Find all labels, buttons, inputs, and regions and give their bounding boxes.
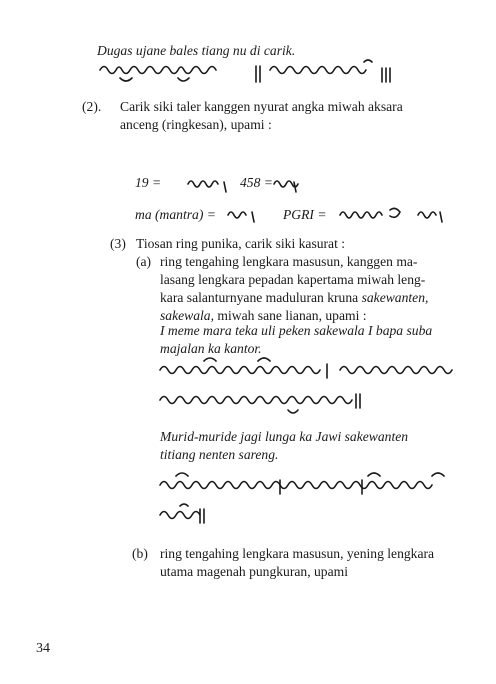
item-3a-line-3-plain: kara salanturnyane maduluran kruna [160, 290, 359, 305]
abbrev-pgri: PGRI = [283, 207, 327, 222]
page-number: 34 [36, 641, 50, 656]
item-3a-line-4-plain: miwah sane lianan, upami : [217, 308, 367, 323]
abbrev-ma: ma (mantra) = [135, 207, 216, 222]
example-3a-1-line-1: I meme mara teka uli peken sakewala I bapa suba [160, 323, 433, 338]
item-3a-line-3 [160, 289, 428, 307]
example-3a-1-line-2: majalan ka kantor. [160, 341, 262, 356]
item-2-line-2: anceng (ringkesan), upami : [120, 117, 272, 132]
item-3-intro: Tiosan ring punika, carik siki kasurat : [136, 236, 346, 251]
numeral-19: 19 = [135, 175, 162, 190]
item-3a-line-1: ring tengahing lengkara masusun, kanggen ma- [160, 254, 418, 269]
example-3a-2-line-1: Murid-muride jagi lunga ka Jawi sakewanten [160, 429, 409, 444]
numeral-458: 458 = [240, 175, 273, 190]
item-2-number: (2). [82, 99, 102, 114]
item-3b-line-2: utama magenah pungkuran, upami [160, 564, 348, 579]
item-3b-label: (b) [132, 546, 148, 561]
item-3a-label: (a) [136, 254, 152, 269]
example-3a-2-line-2: titiang nenten sareng. [160, 447, 279, 462]
example-latin-1: Dugas ujane bales tiang nu di carik. [97, 43, 296, 58]
item-3a-line-3-italic: sakewanten, [361, 290, 429, 305]
item-3-number: (3) [110, 236, 126, 251]
item-3a-line-2: lasang lengkara pepadan kapertama miwah leng- [160, 272, 426, 287]
item-2-line-1: Carik siki taler kanggen nyurat angka miwah aksara [120, 99, 403, 114]
item-3b-line-1: ring tengahing lengkara masusun, yening lengkara [160, 546, 435, 561]
item-3a-line-4-italic: sakewala, [160, 308, 214, 323]
